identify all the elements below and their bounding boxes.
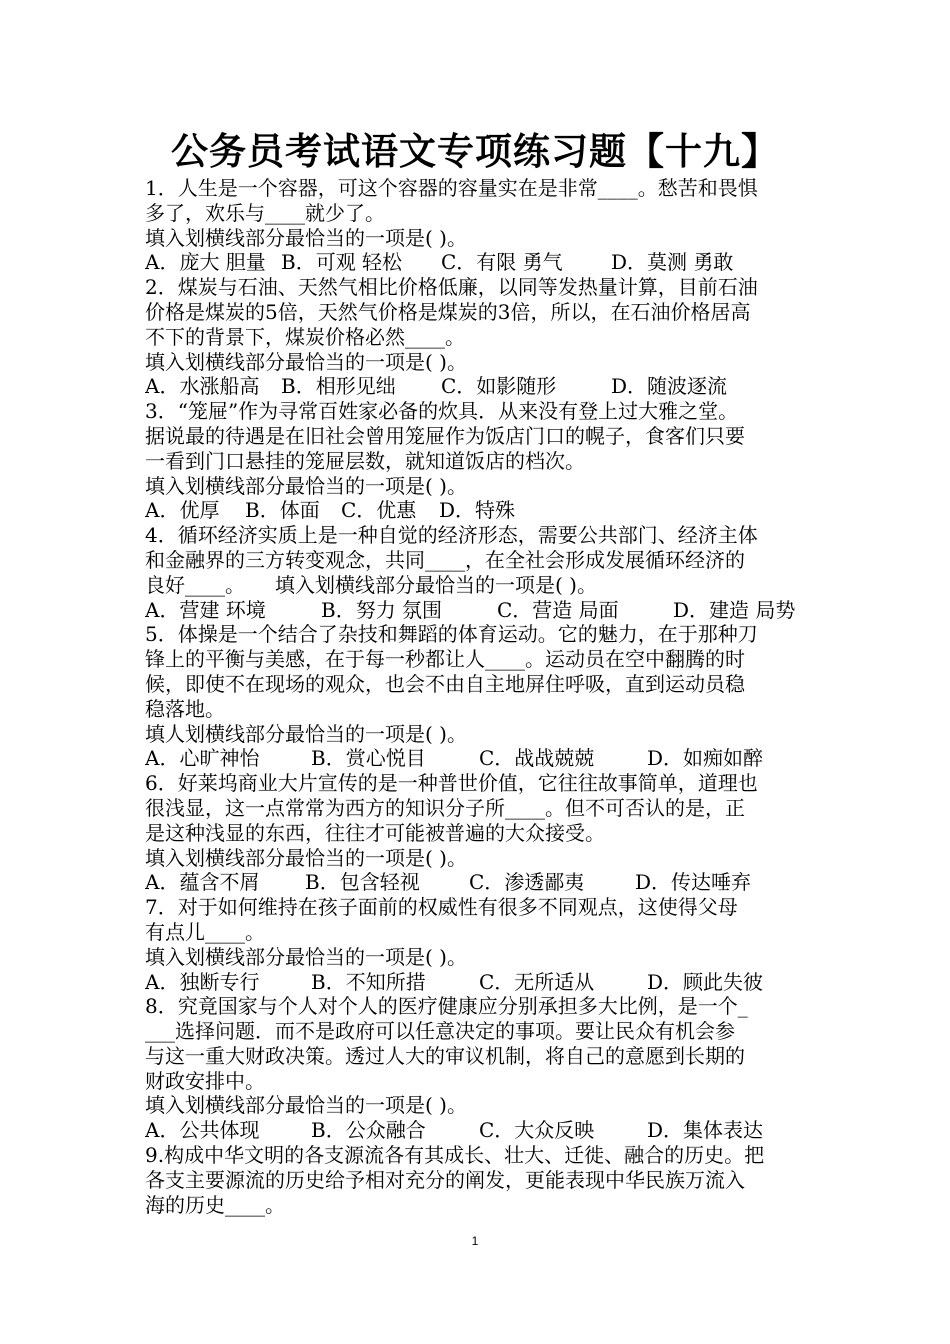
text-line: 填入划横线部分最恰当的一项是( )。 — [145, 225, 467, 250]
text-line: ___选择问题．而不是政府可以任意决定的事项。要让民众有机会参 — [145, 1019, 735, 1044]
option: B．体面 — [245, 498, 320, 523]
text-line: 填人划横线部分最恰当的一项是( )。 — [145, 721, 467, 746]
text-line: 很浅显，这一点常常为西方的知识分子所____。但不可否认的是，正 — [145, 795, 745, 820]
page-number: 1 — [471, 1234, 479, 1248]
option: B．包含轻视 — [305, 870, 420, 895]
option: A．蕴含不屑 — [145, 870, 260, 895]
option: C．战战兢兢 — [479, 746, 595, 771]
option: C．大众反映 — [479, 1118, 595, 1143]
options-row — [145, 870, 811, 895]
text-line: 填入划横线部分最恰当的一项是( )。 — [145, 473, 467, 498]
option: D．传达唾弃 — [635, 870, 752, 895]
options-row — [145, 250, 811, 275]
option: C．有限 勇气 — [441, 250, 563, 275]
option: D．随波逐流 — [611, 374, 728, 399]
option: D．特殊 — [439, 498, 516, 523]
text-line: 填入划横线部分最恰当的一项是( )。 — [145, 944, 467, 969]
text-line: 多了，欢乐与____就少了。 — [145, 200, 385, 225]
option: A．独断专行 — [145, 969, 260, 994]
option: D．如痴如醉 — [647, 746, 764, 771]
option: D．建造 局势 — [673, 597, 796, 622]
option: B．可观 轻松 — [281, 250, 403, 275]
option: B．不知所措 — [311, 969, 426, 994]
text-line: 各支主要源流的历史给予相对充分的阐发，更能表现中华民族万流入 — [145, 1167, 745, 1192]
text-line: 是这种浅显的东西，往往才可能被普遍的大众接受。 — [145, 820, 605, 845]
text-line: 填入划横线部分最恰当的一项是( )。 — [145, 1093, 467, 1118]
text-line: 候，即使不在现场的观众，也会不由自主地屏住呼吸，直到运动员稳 — [145, 671, 745, 696]
text-line: 稳落地。 — [145, 696, 225, 721]
options-row — [145, 970, 811, 995]
text-line: 8．究竟国家与个人对个人的医疗健康应分别承担多大比例，是一个_ — [145, 994, 748, 1019]
page-title: 公务员考试语文专项练习题【十九】 — [171, 129, 779, 173]
text-line: 一看到门口悬挂的笼屉层数，就知道饭店的档次。 — [145, 448, 585, 473]
option: B．相形见绌 — [281, 374, 396, 399]
option: D．莫测 勇敢 — [611, 250, 734, 275]
option: A．优厚 — [145, 498, 220, 523]
text-line: 4．循环经济实质上是一种自觉的经济形态，需要公共部门、经济主体 — [145, 523, 758, 548]
text-line: 锋上的平衡与美感，在于每一秒都让人____。运动员在空中翻腾的时 — [145, 647, 745, 672]
text-line: 7．对于如何维持在孩子面前的权威性有很多不同观点，这使得父母 — [145, 895, 738, 920]
option: C．营造 局面 — [497, 597, 619, 622]
options-row — [145, 498, 811, 523]
option: B．公众融合 — [311, 1118, 426, 1143]
text-line: 3．“笼屉”作为寻常百姓家必备的炊具．从来没有登上过大雅之堂。 — [145, 399, 739, 424]
option: C．渗透鄙夷 — [469, 870, 585, 895]
option: A．心旷神怡 — [145, 746, 260, 771]
document-body — [145, 126, 811, 1217]
option: C．无所适从 — [479, 969, 595, 994]
text-line: 5．体操是一个结合了杂技和舞蹈的体育运动。它的魅力，在于那种刀 — [145, 622, 758, 647]
text-line: 良好____。 填入划横线部分最恰当的一项是( )。 — [145, 572, 597, 597]
options-row — [145, 374, 811, 399]
options-row — [145, 1118, 811, 1143]
text-line: 填入划横线部分最恰当的一项是( )。 — [145, 349, 467, 374]
option: A．营建 环境 — [145, 597, 266, 622]
text-line: 有点儿____。 — [145, 919, 265, 944]
option: D．顾此失彼 — [647, 969, 764, 994]
option: A．庞大 胆量 — [145, 250, 266, 275]
text-line: 不下的背景下，煤炭价格必然____。 — [145, 324, 465, 349]
text-line: 6．好莱坞商业大片宣传的是一种普世价值，它往往故事简单，道理也 — [145, 771, 758, 796]
option: B．努力 氛围 — [321, 597, 443, 622]
text-line: 和金融界的三方转变观念，共同____，在全社会形成发展循环经济的 — [145, 547, 745, 572]
text-line: 9.构成中华文明的各支源流各有其成长、壮大、迁徙、融合的历史。把 — [145, 1143, 765, 1168]
text-line: 1．人生是一个容器，可这个容器的容量实在是非常____。愁苦和畏惧 — [145, 176, 758, 200]
text-line: 与这一重大财政决策。透过人大的审议机制，将自己的意愿到长期的 — [145, 1043, 745, 1068]
text-line: 据说最的待遇是在旧社会曾用笼屉作为饭店门口的幌子，食客们只要 — [145, 423, 745, 448]
option: C．如影随形 — [441, 374, 557, 399]
option: A．公共体现 — [145, 1118, 260, 1143]
option: C．优惠 — [341, 498, 417, 523]
option: B．赏心悦目 — [311, 746, 426, 771]
options-row — [145, 746, 811, 771]
options-row — [145, 598, 811, 623]
option: D．集体表达 — [647, 1118, 764, 1143]
text-line: 价格是煤炭的5倍，天然气价格是煤炭的3倍，所以，在石油价格居高 — [145, 299, 751, 324]
option: A．水涨船高 — [145, 374, 260, 399]
text-line: 填入划横线部分最恰当的一项是( )。 — [145, 845, 467, 870]
text-line: 海的历史____。 — [145, 1192, 285, 1217]
text-line: 2．煤炭与石油、天然气相比价格低廉，以同等发热量计算，目前石油 — [145, 275, 758, 300]
text-line: 财政安排中。 — [145, 1068, 265, 1093]
